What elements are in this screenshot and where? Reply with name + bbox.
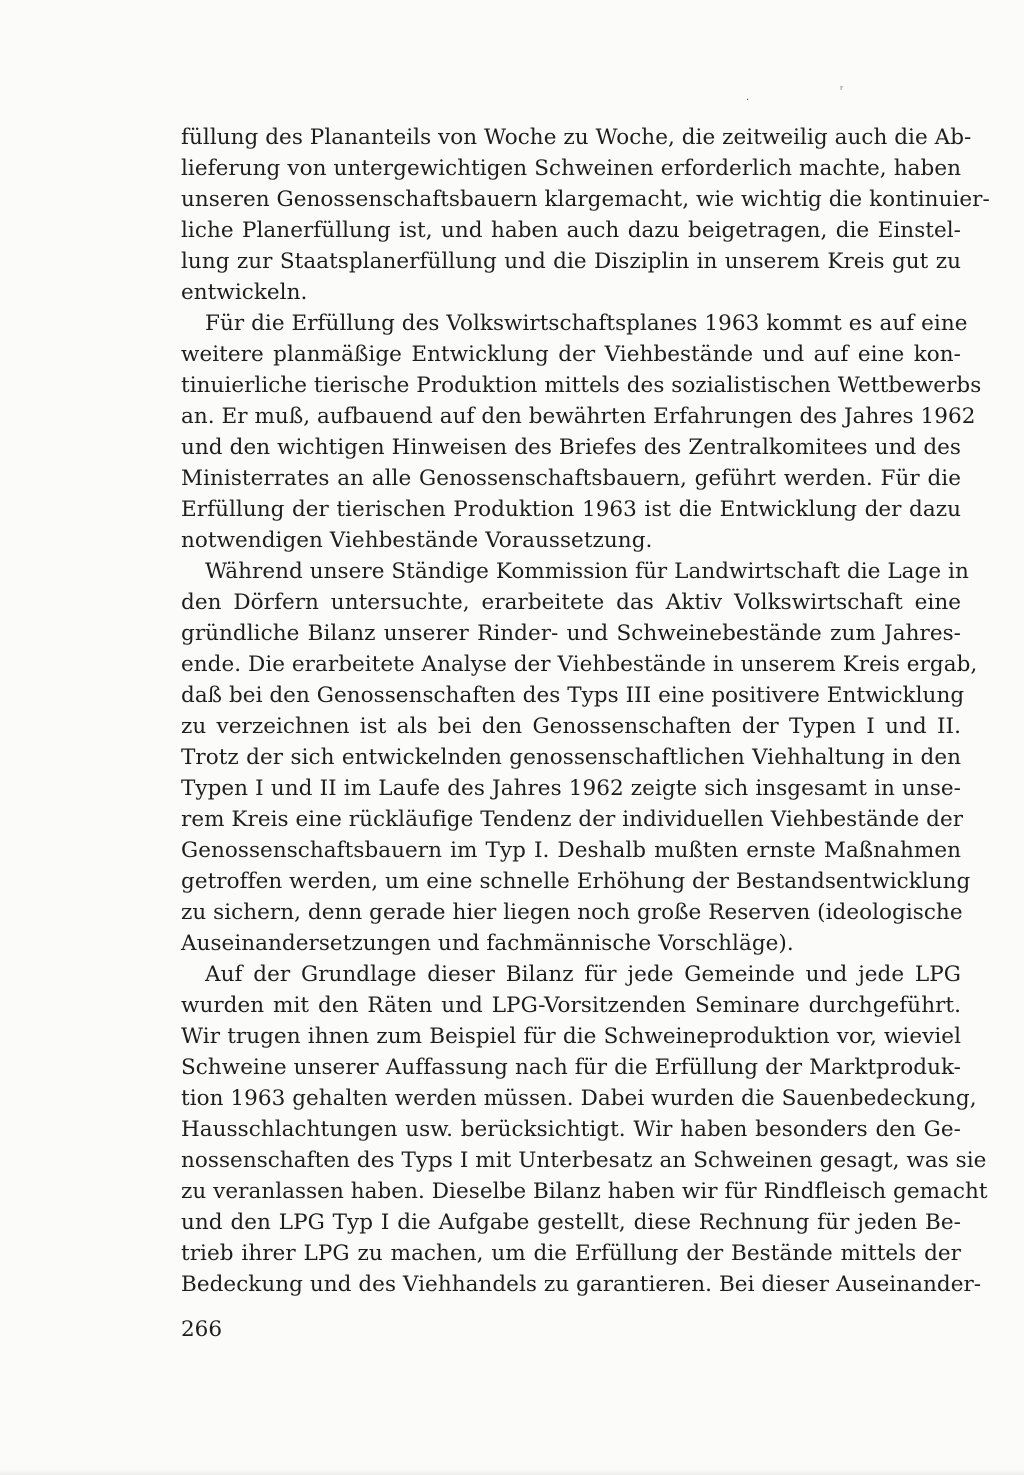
text-line: lieferung von untergewichtigen Schweinen erforderlich machte, haben (181, 156, 961, 181)
text-line: an. Er muß, aufbauend auf den bewährten Erfahrungen des Jahres 1962 (181, 404, 976, 429)
text-line: Bedeckung und des Viehhandels zu garantieren. Bei dieser Auseinander- (181, 1272, 982, 1297)
text-line: und den wichtigen Hinweisen des Briefes des Zentralkomitees und des (181, 435, 961, 460)
text-line: Ministerrates an alle Genossenschaftsbauern, geführt werden. Für die (181, 466, 961, 491)
page-bottom-edge (0, 1469, 1024, 1475)
scan-speck: · (746, 95, 750, 106)
text-line: gründliche Bilanz unserer Rinder- und Schweinebestände zum Jahres- (181, 621, 961, 646)
page-number: 266 (181, 1317, 223, 1342)
text-line: rem Kreis eine rückläufige Tendenz der individuellen Viehbestände der (181, 807, 964, 832)
text-line: Hausschlachtungen usw. berücksichtigt. Wir haben besonders den Ge- (181, 1117, 961, 1142)
text-line: notwendigen Viehbestände Voraussetzung. (181, 528, 653, 553)
text-line: Für die Erfüllung des Volkswirtschaftsplanes 1963 kommt es auf eine (205, 311, 968, 336)
text-line: liche Planerfüllung ist, und haben auch dazu beigetragen, die Einstel- (181, 218, 961, 243)
text-line: Auf der Grundlage dieser Bilanz für jede Gemeinde und jede LPG (205, 962, 961, 987)
body-text (181, 122, 990, 1300)
text-line: ende. Die erarbeitete Analyse der Viehbestände in unserem Kreis ergab, (181, 652, 978, 677)
text-line: Typen I und II im Laufe des Jahres 1962 zeigte sich insgesamt in unse- (181, 776, 961, 801)
text-line: getroffen werden, um eine schnelle Erhöhung der Bestandsentwicklung (181, 869, 971, 894)
text-line: wurden mit den Räten und LPG-Vorsitzenden Seminare durchgeführt. (181, 993, 961, 1018)
text-line: Wir trugen ihnen zum Beispiel für die Schweineproduktion vor, wieviel (181, 1024, 961, 1049)
text-line: unseren Genossenschaftsbauern klargemacht, wie wichtig die kontinuier- (181, 187, 990, 212)
text-line: tion 1963 gehalten werden müssen. Dabei wurden die Sauenbedeckung, (181, 1086, 977, 1111)
text-line: zu sichern, denn gerade hier liegen noch große Reserven (ideologische (181, 900, 963, 925)
text-line: tinuierliche tierische Produktion mittels des sozialistischen Wettbewerbs (181, 373, 982, 398)
text-line: entwickeln. (181, 280, 308, 305)
text-line: trieb ihrer LPG zu machen, um die Erfüllung der Bestände mittels der (181, 1241, 961, 1266)
text-line: nossenschaften des Typs I mit Unterbesatz an Schweinen gesagt, was sie (181, 1148, 987, 1173)
text-line: daß bei den Genossenschaften des Typs III eine positivere Entwicklung (181, 683, 965, 708)
text-line: weitere planmäßige Entwicklung der Viehbestände und auf eine kon- (181, 342, 961, 367)
text-line: lung zur Staatsplanerfüllung und die Disziplin in unserem Kreis gut zu (181, 249, 961, 274)
text-line: zu verzeichnen ist als bei den Genossenschaften der Typen I und II. (181, 714, 961, 739)
text-line: Trotz der sich entwickelnden genossenschaftlichen Viehhaltung in den (181, 745, 961, 770)
text-line: Auseinandersetzungen und fachmännische Vorschläge). (181, 931, 794, 956)
text-line: Genossenschaftsbauern im Typ I. Deshalb mußten ernste Maßnahmen (181, 838, 961, 863)
text-line: Schweine unserer Auffassung nach für die Erfüllung der Marktproduk- (181, 1055, 961, 1080)
text-line: den Dörfern untersuchte, erarbeitete das Aktiv Volkswirtschaft eine (181, 590, 961, 615)
text-line: und den LPG Typ I die Aufgabe gestellt, diese Rechnung für jeden Be- (181, 1210, 961, 1235)
text-line: füllung des Plananteils von Woche zu Woche, die zeitweilig auch die Ab- (181, 125, 972, 150)
text-line: Erfüllung der tierischen Produktion 1963 ist die Entwicklung der dazu (181, 497, 961, 522)
text-line: zu veranlassen haben. Dieselbe Bilanz haben wir für Rindfleisch gemacht (181, 1179, 988, 1204)
text-line: Während unsere Ständige Kommission für Landwirtschaft die Lage in (205, 559, 969, 584)
scan-speck: ʳ (840, 85, 844, 96)
